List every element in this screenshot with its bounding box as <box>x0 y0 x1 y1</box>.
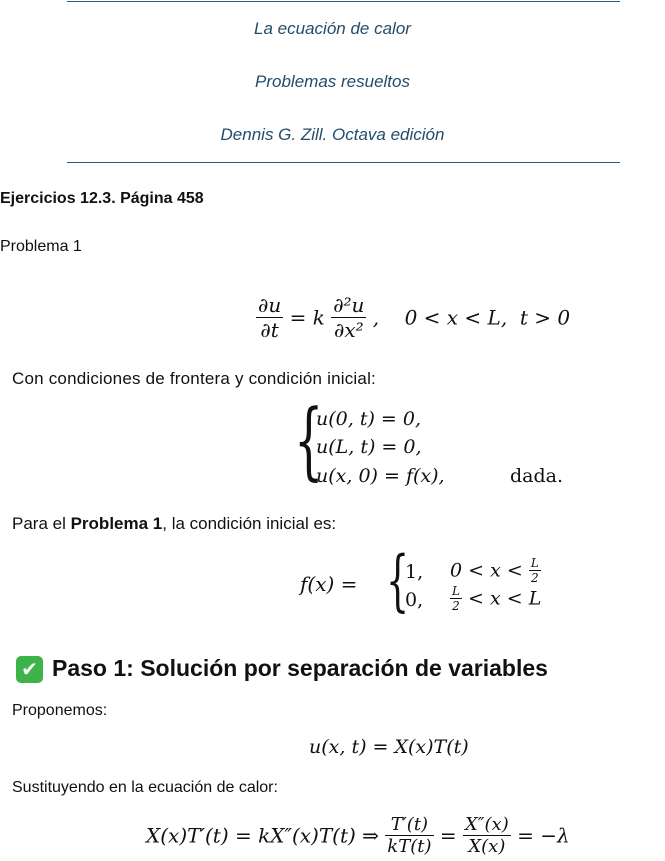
t-ratio-fraction <box>385 814 433 857</box>
intro-prefix: Para el <box>12 514 71 533</box>
x-ratio-fraction <box>463 814 511 857</box>
fraction-numerator: L <box>452 584 460 598</box>
long-eq-left: X(x)T′(t) = kX″(x)T(t) ⇒ <box>146 823 379 848</box>
document-author: Dennis G. Zill. Octava edición <box>220 125 445 144</box>
minus-lambda: = −λ <box>517 823 570 848</box>
document-subtitle: Problemas resueltos <box>255 72 410 91</box>
check-icon <box>16 656 43 683</box>
case1-inequality: 0 < x < <box>450 559 523 582</box>
fraction-numerator: T′(t) <box>390 814 429 835</box>
condition-note: dada. <box>510 465 564 487</box>
condition-line-3: u(x, 0) = f(x), <box>316 465 445 487</box>
case2-value: 0, <box>405 589 424 611</box>
bottom-rule <box>67 162 620 163</box>
top-rule <box>67 1 620 2</box>
fraction-denominator: 2 <box>529 570 541 585</box>
equals-k: = k <box>289 305 325 330</box>
boundary-intro-text: Con condiciones de frontera y condición inicial: <box>12 369 376 388</box>
document-title: La ecuación de calor <box>254 19 411 38</box>
intro-suffix: , la condición inicial es: <box>162 514 337 533</box>
sustituyendo-text: Sustituyendo en la ecuación de calor: <box>12 779 278 796</box>
problem-label: Problema 1 <box>0 238 82 255</box>
fraction-numerator: X″(x) <box>464 814 509 835</box>
proponemos-text: Proponemos: <box>12 702 108 719</box>
fraction-denominator: 2 <box>450 598 462 613</box>
case2-condition <box>450 584 541 613</box>
conditions-brace: { <box>294 391 324 489</box>
case1-value: 1, <box>405 561 424 583</box>
domain-conditions: , 0 < x < L, t > 0 <box>372 305 571 330</box>
fraction-numerator: ∂²u <box>333 293 365 317</box>
piecewise-lhs: f(x) = <box>300 572 358 596</box>
piecewise-brace: { <box>386 542 410 619</box>
heat-equation <box>256 293 570 342</box>
l-over-2-fraction <box>529 556 541 585</box>
fraction-denominator: X(x) <box>463 835 511 857</box>
step1-heading: Paso 1: Solución por separación de variables <box>52 655 548 681</box>
condition-line-1: u(0, t) = 0, <box>316 408 421 430</box>
intro-bold: Problema 1 <box>70 514 163 533</box>
case1-condition <box>450 556 541 585</box>
l-over-2-fraction <box>450 584 462 613</box>
fraction-denominator: kT(t) <box>387 836 432 857</box>
condition-line-2: u(L, t) = 0, <box>316 436 422 458</box>
du-dt-fraction <box>256 293 283 342</box>
separated-equation <box>146 814 570 857</box>
initial-condition-intro <box>12 514 336 534</box>
exercise-heading: Ejercicios 12.3. Página 458 <box>0 190 204 207</box>
fraction-numerator: L <box>530 556 539 570</box>
check-glyph: ✔ <box>21 657 38 681</box>
case2-inequality: < x < L <box>468 587 542 610</box>
fraction-denominator: ∂x² <box>331 317 366 342</box>
fraction-numerator: ∂u <box>258 293 282 317</box>
separation-equation: u(x, t) = X(x)T(t) <box>309 736 469 758</box>
equals-sign: = <box>439 823 457 848</box>
fraction-denominator: ∂t <box>256 317 283 342</box>
d2u-dx2-fraction <box>331 293 366 342</box>
